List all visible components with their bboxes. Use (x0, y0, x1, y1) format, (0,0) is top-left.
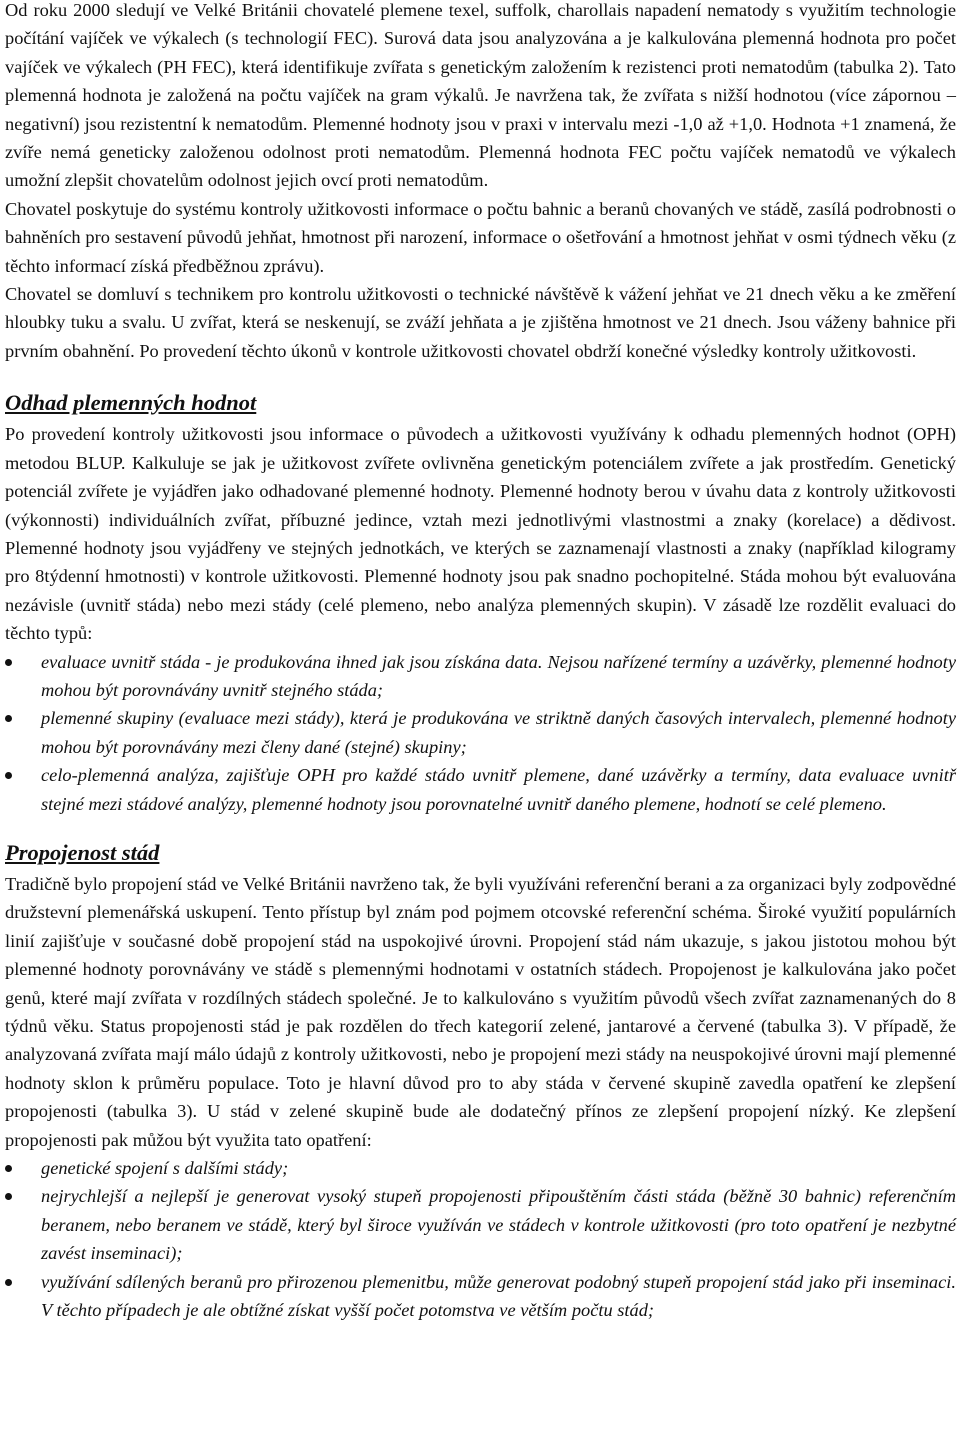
bullet-icon (5, 715, 12, 722)
breeding-values-paragraph: Po provedení kontroly užitkovosti jsou informace o původech a užitkovosti využívány k odhadu plemenných hodnot (OPH) metodou BLUP. Kalkuluje se jak je užitkovost zvířete ovlivněna genetickým potenciálem zvířete a jak prostředím. Genetický potenciál zvířete je vyjádřen jako odhadované plemenné hodnoty. Plemenné hodnoty berou v úvahu data z kontroly užitkovosti (výkonnosti) individuálních zvířat, příbuzné jedince, vztah mezi jednotlivými vlastnostmi a znaky (korelace) a dědivost. Plemenné hodnoty jsou vyjádřeny ve stejných jednotkách, ve kterých se zaznamenají vlastnosti a znaky (například kilogramy pro 8týdenní hmotnosti) v kontrole užitkovosti. Plemenné hodnoty jsou pak snadno pochopitelné. Stáda mohou být evaluována nezávisle (uvnitř stáda) nebo mezi stády (celé plemeno, nebo analýza plemenných skupin). V zásadě lze rozdělit evaluaci do těchto typů: (5, 424, 956, 644)
list-item-text: celo-plemenná analýza, zajišťuje OPH pro každé stádo uvnitř plemene, dané uzávěrky a termíny, data evaluace uvnitř stejné mezi stádové analýzy, plemenné hodnoty jsou porovnatelné uvnitř daného plemene, hodnotí se celé plemeno. (41, 765, 956, 814)
bullet-icon (5, 659, 12, 666)
section-spacer (5, 818, 956, 838)
bullet-icon (5, 1193, 12, 1200)
section-heading-herd-connectedness: Propojenost stád (5, 839, 160, 865)
list-item (5, 1182, 956, 1267)
intro-paragraph-technician-visit: Chovatel se domluví s technikem pro kontrolu užitkovosti o technické návštěvě k vážení jehňat ve 21 dnech věku a ke změření hloubky tuku a svalu. U zvířat, která se neskenují, se zváží jehňata a je zjištěna hmotnost ve 21 dnech. Jsou váženy bahnice při prvním obahnění. Po provedení těchto úkonů v kontrole užitkovosti chovatel obdrží konečné výsledky kontroly užitkovosti. (5, 284, 956, 361)
list-item (5, 761, 956, 818)
list-item (5, 648, 956, 705)
herd-connectedness-paragraph: Tradičně bylo propojení stád ve Velké Británii navrženo tak, že byli využíváni referenční berani a za organizaci byly zodpovědné družstevní plemenářská uskupení. Tento přístup byl znám pod pojmem otcovské referenční schéma. Široké využití populárních linií zajišťuje v současné době propojení stád na uspokojivé úrovni. Propojení stád nám ukazuje, s jakou jistotou mohou být plemenné hodnoty porovnávány ve stádě s plemennými hodnotami v ostatních stádech. Propojenost je kalkulována jako počet genů, které mají zvířata v rozdílných stádech společné. Je to kalkulováno s využitím původů všech zvířat zaznamenaných do 8 týdnů věku. Status propojenosti stád je pak rozdělen do třech kategorií zelené, jantarové a červené (tabulka 3). V případě, že analyzovaná zvířata mají málo údajů z kontroly užitkovosti, nebo je propojení mezi stády na neuspokojivé úrovni mají plemenné hodnoty sklon k průměru populace. Toto je hlavní důvod pro to aby stáda v červené skupině zavedla opatření ke zlepšení propojenosti (tabulka 3). U stád v zelené skupině bude ale dodatečný přínos ze zlepšení propojení nízký. Ke zlepšení propojenosti pak můžou být využita tato opatření: (5, 873, 956, 1150)
bullet-icon (5, 772, 12, 779)
list-item-text: plemenné skupiny (evaluace mezi stády), která je produkována ve striktně daných časových intervalech, plemenné hodnoty mohou být porovnávány mezi členy dané (stejné) skupiny; (41, 708, 956, 757)
evaluation-types-list (5, 648, 956, 818)
list-item (5, 704, 956, 761)
document-page (5, 0, 956, 1324)
connectedness-measures-list (5, 1154, 956, 1324)
section-spacer (5, 365, 956, 388)
list-item (5, 1154, 956, 1182)
list-item-text: využívání sdílených beranů pro přirozenou plemenitbu, může generovat podobný stupeň propojení stád jako při inseminaci. V těchto případech je ale obtížné získat vyšší počet potomstva ve větším počtu stád; (41, 1271, 956, 1321)
intro-paragraph-fec: Od roku 2000 sledují ve Velké Británii chovatelé plemene texel, suffolk, charollais napadení nematody s využitím technologie počítání vajíček ve výkalech (s technologií FEC). Surová data jsou analyzována a je kalkulována plemenná hodnota pro počet vajíček ve výkalech (PH FEC), která identifikuje zvířata s genetickým založením k rezistenci proti nematodům (tabulka 2). Tato plemenná hodnota je založená na počtu vajíček na gram výkalů. Je navržena tak, že zvířata s nižší hodnotou (více zápornou – negativní) jsou rezistentní k nematodům. Plemenné hodnoty jsou v praxi v intervalu mezi -1,0 až +1,0. Hodnota +1 znamená, že zvíře nemá geneticky založenou odolnost proti nematodům. Plemenná hodnota FEC počtu vajíček nematodů ve výkalech umožní zlepšit chovatelům odolnost jejich ovcí proti nematodům. (5, 0, 956, 191)
list-item-text: nejrychlejší a nejlepší je generovat vysoký stupeň propojenosti připouštěním části stáda (běžně 30 bahnic) referenčním beranem, nebo beranem ve stádě, který byl široce využíván ve stádech v kontrole užitkovosti (pro toto opatření je nezbytné zavést inseminaci); (41, 1186, 956, 1264)
intro-paragraph-breeder-info: Chovatel poskytuje do systému kontroly užitkovosti informace o počtu bahnic a beranů chovaných ve stádě, zasílá podrobnosti o bahněních pro sestavení původů jehňat, hmotnost při narození, informace o ošetřování a hmotnost jehňat v osmi týdnech věku (z těchto informací získá předběžnou zprávu). (5, 198, 956, 276)
bullet-icon (5, 1165, 12, 1172)
list-item-text: genetické spojení s dalšími stády; (41, 1158, 289, 1179)
list-item (5, 1268, 956, 1325)
list-item-text: evaluace uvnitř stáda - je produkována ihned jak jsou získána data. Nejsou nařízené termíny a uzávěrky, plemenné hodnoty mohou být porovnávány uvnitř stejného stáda; (41, 651, 956, 700)
section-heading-breeding-values: Odhad plemenných hodnot (5, 390, 257, 416)
bullet-icon (5, 1279, 12, 1286)
